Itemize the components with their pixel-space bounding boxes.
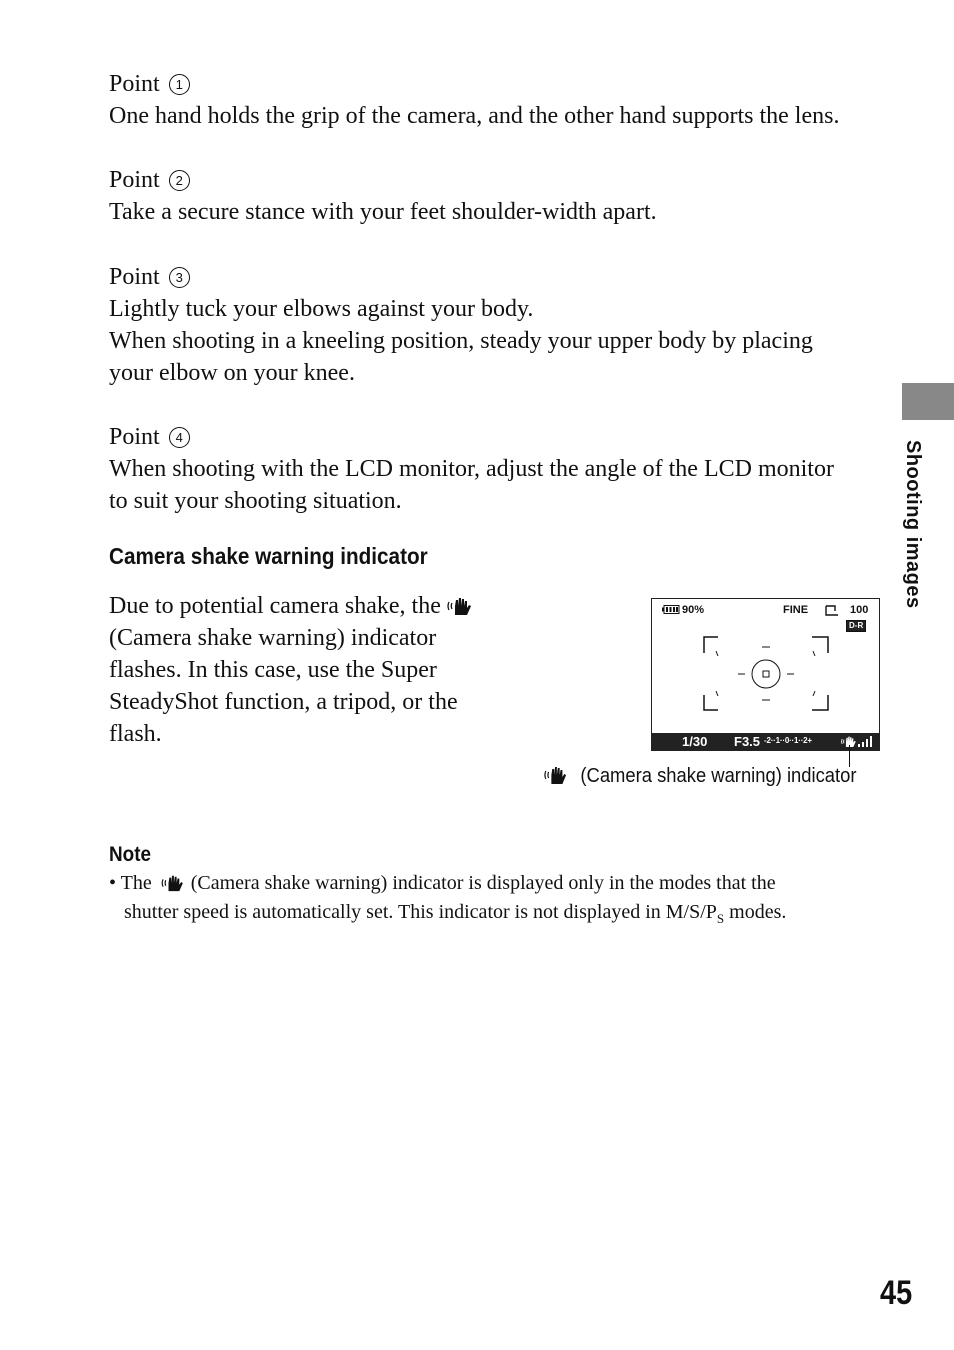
chapter-side-label: [900, 440, 924, 620]
point-3-block: [109, 261, 899, 389]
section-para-line-3: flashes. In this case, use the Super: [109, 657, 437, 683]
point-4-block: [109, 421, 899, 517]
point-2-block: [109, 164, 899, 228]
lcd-monitor-illustration: [651, 598, 880, 751]
note-heading: Note: [109, 843, 152, 866]
indicator-caption: [544, 765, 857, 788]
note-bullet-prefix: • The: [109, 872, 152, 894]
shots-remaining: 100: [850, 604, 869, 616]
point-1-text: One hand holds the grip of the camera, and the other hand supports the lens.: [109, 103, 840, 129]
page-number: 45: [880, 1274, 913, 1312]
point-3-label: Point: [109, 264, 160, 290]
aperture-value: F3.5: [734, 734, 761, 749]
note-text-3: modes.: [729, 901, 787, 923]
steadyshot-scale-icon: [858, 736, 872, 747]
battery-level: 90%: [682, 604, 705, 616]
af-frame-graphic: [652, 599, 879, 732]
point-3-text-3: your elbow on your knee.: [109, 360, 355, 386]
section-heading: Camera shake warning indicator: [109, 543, 428, 569]
lcd-status-bar: [652, 733, 879, 750]
chapter-title: Shooting images: [902, 440, 924, 609]
section-para-line-4: SteadyShot function, a tripod, or the: [109, 689, 458, 715]
exposure-scale: -2··1··0··1··2+: [764, 736, 812, 745]
camera-shake-icon: [161, 874, 185, 892]
image-quality: FINE: [783, 604, 809, 616]
point-1-number: 1: [169, 74, 190, 95]
note-text-1: (Camera shake warning) indicator is displayed only in the modes that the: [190, 872, 776, 894]
point-1-label: Point: [109, 71, 160, 97]
note-text-2: shutter speed is automatically set. This indicator is not displayed in M/S/P: [124, 901, 717, 923]
note-body: [109, 869, 909, 933]
dro-badge: D-R: [846, 620, 866, 632]
point-3-text-1: Lightly tuck your elbows against your body.: [109, 296, 534, 322]
point-3-text-2: When shooting in a kneeling position, steady your upper body by placing: [109, 328, 813, 354]
camera-shake-icon: [447, 596, 473, 616]
note-subscript: S: [716, 911, 725, 926]
point-4-number: 4: [169, 427, 190, 448]
point-4-text-1: When shooting with the LCD monitor, adjust the angle of the LCD monitor: [109, 456, 834, 482]
section-para-line-1: Due to potential camera shake, the: [109, 593, 441, 619]
camera-shake-icon: [544, 765, 568, 785]
point-4-label: Point: [109, 424, 160, 450]
callout-leader-line: [849, 745, 850, 767]
chapter-tab-marker: [902, 383, 954, 420]
point-2-label: Point: [109, 167, 160, 193]
point-2-number: 2: [169, 170, 190, 191]
indicator-caption-text: (Camera shake warning) indicator: [580, 765, 857, 787]
point-4-text-2: to suit your shooting situation.: [109, 488, 402, 514]
point-1-block: [109, 68, 899, 132]
shutter-speed: 1/30: [682, 734, 708, 749]
point-3-number: 3: [169, 267, 190, 288]
section-paragraph: [109, 590, 529, 750]
point-2-text: Take a secure stance with your feet shoulder-width apart.: [109, 199, 657, 225]
section-para-line-5: flash.: [109, 721, 162, 747]
section-para-line-2: (Camera shake warning) indicator: [109, 625, 437, 651]
